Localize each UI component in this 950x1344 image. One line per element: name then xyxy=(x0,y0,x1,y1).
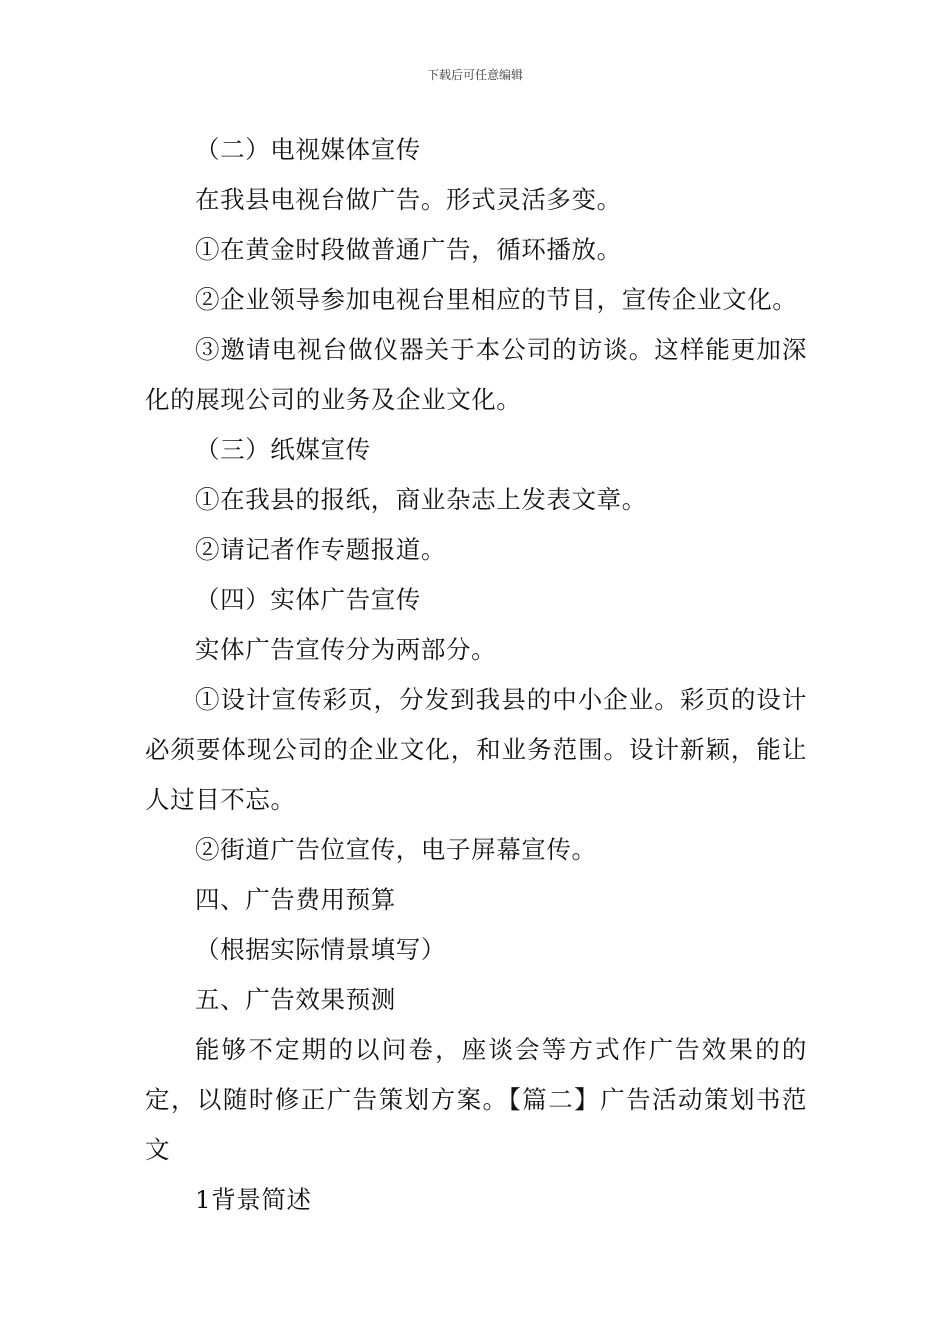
section-heading-print-media: （三）纸媒宣传 xyxy=(195,435,371,464)
list-item: ③邀请电视台做仪器关于本公司的访谈。这样能更加深化的展现公司的业务及企业文化。 xyxy=(145,335,807,414)
page-header-note: 下载后可任意编辑 xyxy=(426,68,523,82)
section-heading-budget: 四、广告费用预算 xyxy=(195,885,396,914)
section-heading-tv-media: （二）电视媒体宣传 xyxy=(195,135,421,164)
list-item: ②请记者作专题报道。 xyxy=(195,535,446,564)
list-item: ①在黄金时段做普通广告，循环播放。 xyxy=(195,235,622,264)
list-item: ①设计宣传彩页，分发到我县的中小企业。彩页的设计必须要体现公司的企业文化，和业务范围。设计新颖，能让人过目不忘。 xyxy=(145,685,807,814)
section-heading-background: 1背景简述 xyxy=(195,1185,312,1214)
section-heading-effect-forecast: 五、广告效果预测 xyxy=(195,985,396,1014)
list-item: ①在我县的报纸，商业杂志上发表文章。 xyxy=(195,485,647,514)
paragraph: 能够不定期的以问卷，座谈会等方式作广告效果的的定，以随时修正广告策划方案。【篇二】广告活动策划书范文 xyxy=(145,1035,807,1164)
paragraph: 实体广告宣传分为两部分。 xyxy=(195,635,497,664)
section-heading-physical-ads: （四）实体广告宣传 xyxy=(195,585,421,614)
paragraph: 在我县电视台做广告。形式灵活多变。 xyxy=(195,185,622,214)
paragraph: （根据实际情景填写） xyxy=(195,935,446,964)
document-body xyxy=(145,125,807,1225)
list-item: ②企业领导参加电视台里相应的节目，宣传企业文化。 xyxy=(195,285,798,314)
list-item: ②街道广告位宣传，电子屏幕宣传。 xyxy=(195,835,597,864)
